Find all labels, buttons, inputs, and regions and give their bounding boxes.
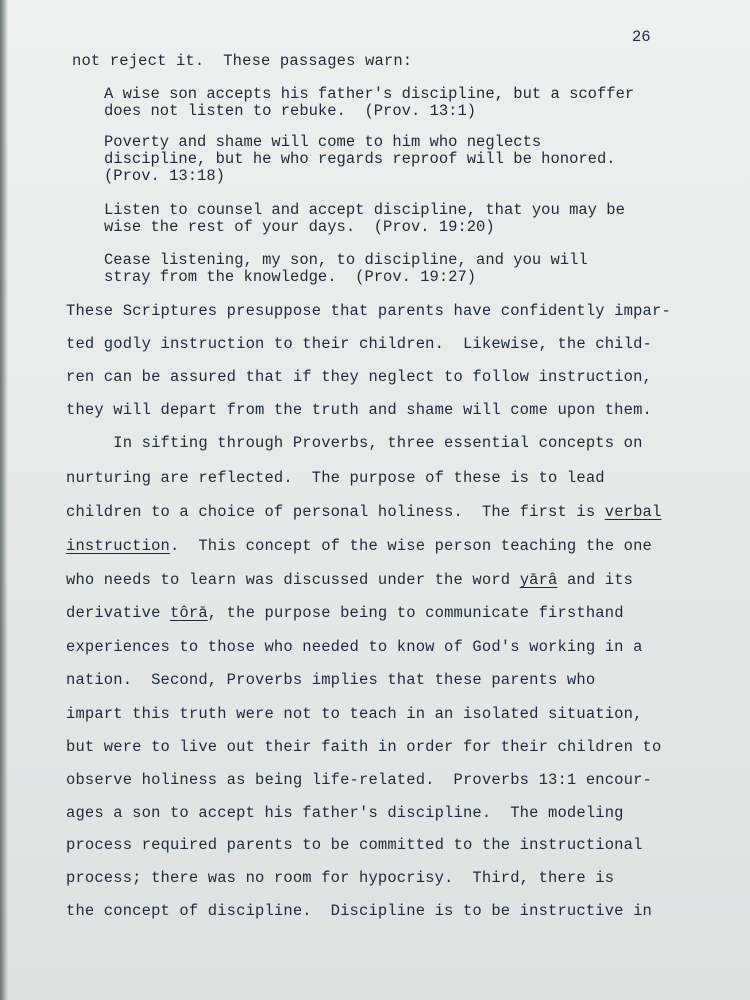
quote-line: does not listen to rebuke. (Prov. 13:1) <box>104 102 477 120</box>
quote-1 <box>104 86 634 120</box>
quote-4 <box>104 252 588 286</box>
text-run: and its <box>557 571 634 589</box>
quote-line: Poverty and shame will come to him who neglects <box>104 133 542 151</box>
text-run: , the purpose being to communicate firsthand <box>207 604 624 622</box>
text-run: children to a choice of personal holiness. The first is <box>66 503 605 521</box>
body-line: nurturing are reflected. The purpose of these is to lead <box>66 469 605 487</box>
quote-2 <box>104 134 616 185</box>
body-line <box>66 537 652 555</box>
quote-line: (Prov. 13:18) <box>104 167 225 185</box>
hebrew-term: yārâ <box>519 571 558 589</box>
body-line: nation. Second, Proverbs implies that these parents who <box>66 671 596 689</box>
body-line: the concept of discipline. Discipline is to be instructive in <box>66 902 652 920</box>
body-line: observe holiness as being life-related. Proverbs 13:1 encour- <box>66 771 652 789</box>
hebrew-term: tôrā <box>169 604 208 622</box>
quote-3 <box>104 202 625 236</box>
body-line: but were to live out their faith in order for their children to <box>66 738 662 756</box>
page-number: 26 <box>632 28 651 46</box>
quote-line: A wise son accepts his father's discipline, but a scoffer <box>104 85 635 103</box>
underlined-term: instruction <box>66 537 170 555</box>
text-run: who needs to learn was discussed under the word <box>66 571 520 589</box>
quote-line: Listen to counsel and accept discipline, that you may be <box>104 201 625 219</box>
body-line: ted godly instruction to their children. Likewise, the child- <box>66 335 652 353</box>
body-line: process required parents to be committed to the instructional <box>66 836 643 854</box>
page-edge-shadow <box>0 0 8 1000</box>
body-line <box>66 503 661 521</box>
body-line: These Scriptures presuppose that parents have confidently impar- <box>66 302 671 320</box>
body-line <box>66 604 624 622</box>
body-line <box>66 571 633 589</box>
body-line: In sifting through Proverbs, three essential concepts on <box>66 434 643 452</box>
text-run: derivative <box>66 604 170 622</box>
quote-line: stray from the knowledge. (Prov. 19:27) <box>104 268 477 286</box>
body-line: ren can be assured that if they neglect to follow instruction, <box>66 368 652 386</box>
quote-line: discipline, but he who regards reproof will be honored. <box>104 150 616 168</box>
quote-line: wise the rest of your days. (Prov. 19:20) <box>104 218 495 236</box>
underlined-term: verbal <box>604 503 662 521</box>
body-line: impart this truth were not to teach in an isolated situation, <box>66 705 643 723</box>
body-line: ages a son to accept his father's discipline. The modeling <box>66 804 624 822</box>
body-line: experiences to those who needed to know of God's working in a <box>66 638 643 656</box>
intro-line: not reject it. These passages warn: <box>72 52 413 70</box>
body-line: they will depart from the truth and shame will come upon them. <box>66 401 652 419</box>
quote-line: Cease listening, my son, to discipline, and you will <box>104 251 588 269</box>
body-line: process; there was no room for hypocrisy. Third, there is <box>66 869 615 887</box>
text-run: . This concept of the wise person teaching the one <box>169 537 652 555</box>
